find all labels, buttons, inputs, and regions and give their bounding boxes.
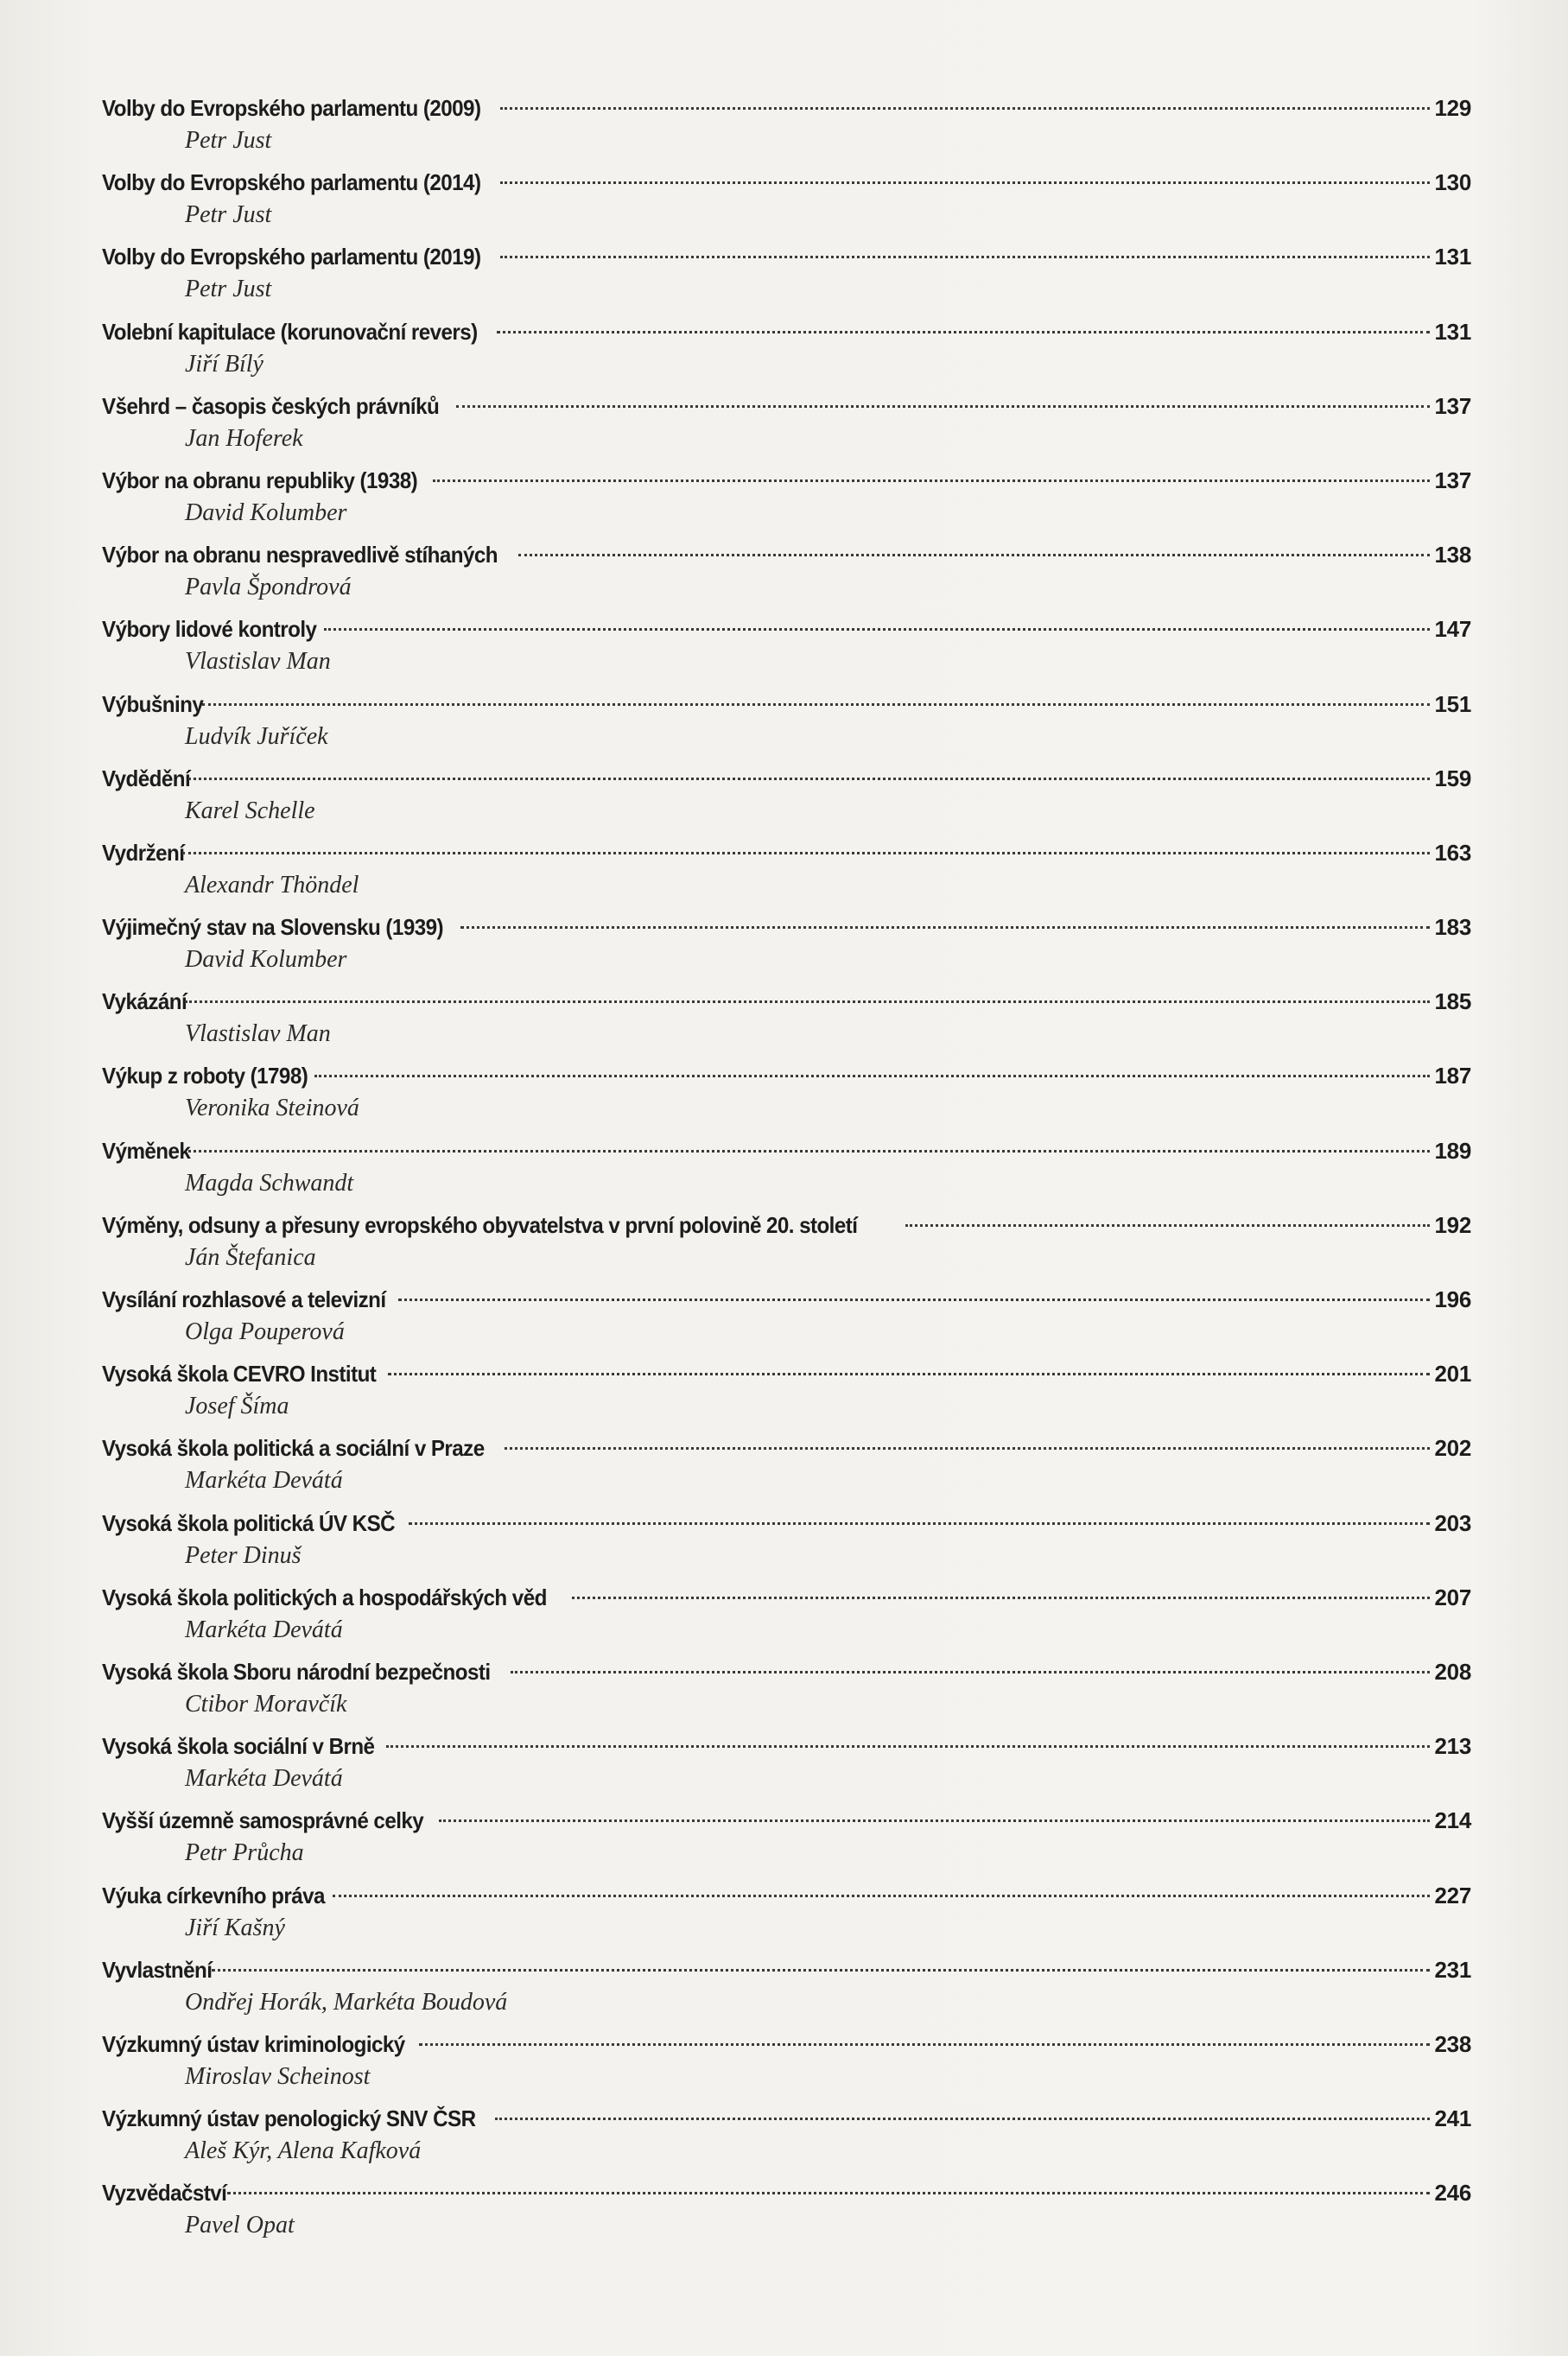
toc-entry-line — [102, 1877, 1471, 1914]
toc-entry-page-number: 138 — [1434, 542, 1471, 568]
toc-entry-line — [102, 1654, 1471, 1690]
dot-leader — [495, 2118, 1429, 2120]
toc-entry-author: Petr Just — [185, 127, 272, 154]
toc-entry — [102, 760, 1471, 835]
toc-entry-title: Výbušniny — [102, 690, 204, 717]
dot-leader — [188, 778, 1430, 780]
toc-entry-line — [102, 1281, 1471, 1318]
toc-entry-title: Výzkumný ústav kriminologický — [102, 2030, 405, 2057]
dot-leader — [182, 852, 1430, 854]
toc-entry-author: Ondřej Horák, Markéta Boudová — [185, 1988, 508, 2016]
toc-entry-page-number: 131 — [1434, 244, 1471, 270]
toc-entry-author: Peter Dinuš — [185, 1541, 302, 1569]
toc-entry-line — [102, 1505, 1471, 1541]
toc-entry-page-number: 207 — [1434, 1584, 1471, 1610]
toc-entry-line — [102, 90, 1471, 126]
toc-entry-line — [102, 1802, 1471, 1838]
toc-entry-author: Olga Pouperová — [185, 1318, 345, 1345]
toc-entry — [102, 537, 1471, 611]
toc-entry-page-number: 202 — [1434, 1435, 1471, 1462]
toc-entry-page-number: 201 — [1434, 1361, 1471, 1388]
toc-entry-line — [102, 2175, 1471, 2211]
toc-entry-author: Markéta Devátá — [185, 1765, 343, 1793]
dot-leader — [433, 479, 1430, 482]
toc-entry — [102, 1356, 1471, 1430]
dot-leader — [386, 1745, 1429, 1748]
dot-leader — [324, 628, 1429, 631]
toc-entry — [102, 1057, 1471, 1132]
toc-entry-title: Volební kapitulace (korunovační revers) — [102, 318, 478, 345]
toc-entry-line — [102, 983, 1471, 1019]
toc-entry-author: Markéta Devátá — [185, 1467, 343, 1495]
toc-entry — [102, 90, 1471, 164]
toc-entry-author: Ctibor Moravčík — [185, 1690, 347, 1718]
toc-entry-line — [102, 2100, 1471, 2137]
toc-entry-title: Výzkumný ústav penologický SNV ČSR — [102, 2105, 476, 2132]
toc-entry-page-number: 159 — [1434, 765, 1471, 791]
toc-entry-page-number: 196 — [1434, 1286, 1471, 1312]
dot-leader — [500, 256, 1429, 258]
dot-leader — [202, 703, 1429, 706]
toc-entry — [102, 983, 1471, 1057]
toc-entry — [102, 1281, 1471, 1356]
toc-entry-author: Alexandr Thöndel — [185, 871, 359, 899]
toc-entry-page-number: 187 — [1434, 1063, 1471, 1089]
dot-leader — [497, 331, 1429, 333]
toc-entry-page-number: 185 — [1434, 988, 1471, 1015]
toc-entry-title: Volby do Evropského parlamentu (2014) — [102, 169, 481, 196]
dot-leader — [439, 1819, 1429, 1822]
toc-entry-page-number: 203 — [1434, 1509, 1471, 1536]
toc-entry-page-number: 214 — [1434, 1807, 1471, 1834]
toc-entry-author: Jiří Kašný — [185, 1914, 285, 1941]
dot-leader — [419, 2043, 1429, 2046]
toc-entry — [102, 1952, 1471, 2026]
toc-entry-line — [102, 2026, 1471, 2062]
toc-entry — [102, 314, 1471, 388]
toc-entry-line — [102, 835, 1471, 871]
toc-entry-author: Petr Just — [185, 276, 272, 303]
dot-leader — [505, 1447, 1430, 1450]
dot-leader — [905, 1224, 1429, 1227]
dot-leader — [460, 926, 1430, 929]
toc-entry-author: Veronika Steinová — [185, 1095, 359, 1122]
toc-entry-author: Jiří Bílý — [185, 350, 263, 378]
toc-entry — [102, 1133, 1471, 1207]
toc-entry-page-number: 189 — [1434, 1137, 1471, 1164]
dot-leader — [185, 1000, 1430, 1003]
dot-leader — [188, 1150, 1430, 1153]
toc-entry-line — [102, 388, 1471, 424]
toc-entry-page-number: 227 — [1434, 1882, 1471, 1908]
toc-entry-title: Vysoká škola politická ÚV KSČ — [102, 1509, 396, 1536]
toc-entry — [102, 388, 1471, 462]
dot-leader — [212, 1969, 1430, 1972]
toc-entry-page-number: 238 — [1434, 2030, 1471, 2057]
toc-entry — [102, 2026, 1471, 2100]
toc-entry-author: Pavla Špondrová — [185, 574, 352, 601]
toc-entry-line — [102, 1133, 1471, 1169]
toc-entry-page-number: 192 — [1434, 1211, 1471, 1238]
toc-entry-title: Výměnek — [102, 1137, 191, 1164]
dot-leader — [409, 1522, 1430, 1525]
dot-leader — [518, 554, 1429, 556]
toc-entry-title: Výbor na obranu republiky (1938) — [102, 467, 418, 493]
toc-entry-page-number: 231 — [1434, 1956, 1471, 1983]
toc-entry-page-number: 241 — [1434, 2105, 1471, 2132]
toc-entry-author: Ján Štefanica — [185, 1243, 316, 1271]
toc-entry-author: Jan Hoferek — [185, 424, 303, 452]
toc-entry-line — [102, 1728, 1471, 1764]
toc-entry-author: David Kolumber — [185, 499, 347, 526]
table-of-contents — [102, 90, 1471, 2249]
toc-entry-line — [102, 1952, 1471, 1988]
toc-entry-line — [102, 537, 1471, 573]
dot-leader — [227, 2192, 1429, 2194]
toc-entry-page-number: 137 — [1434, 467, 1471, 493]
toc-entry — [102, 1802, 1471, 1877]
toc-entry-page-number: 151 — [1434, 690, 1471, 717]
toc-entry — [102, 238, 1471, 313]
toc-entry-author: Karel Schelle — [185, 797, 315, 824]
toc-entry — [102, 909, 1471, 983]
toc-entry — [102, 1877, 1471, 1952]
toc-entry-title: Výuka církevního práva — [102, 1882, 325, 1908]
toc-entry-page-number: 163 — [1434, 839, 1471, 866]
dot-leader — [333, 1895, 1429, 1897]
toc-entry-line — [102, 1207, 1471, 1243]
toc-entry-title: Vykázání — [102, 988, 187, 1015]
toc-entry-author: Miroslav Scheinost — [185, 2062, 371, 2090]
toc-entry-title: Vydědění — [102, 765, 191, 791]
toc-entry-page-number: 131 — [1434, 318, 1471, 345]
toc-entry — [102, 1579, 1471, 1654]
toc-entry-author: Vlastislav Man — [185, 1020, 331, 1048]
toc-entry — [102, 2100, 1471, 2175]
toc-entry-author: Petr Průcha — [185, 1839, 304, 1867]
toc-entry-line — [102, 462, 1471, 499]
toc-entry — [102, 1505, 1471, 1579]
toc-entry-line — [102, 909, 1471, 945]
toc-entry-title: Výbory lidové kontroly — [102, 616, 317, 643]
toc-entry-title: Vysoká škola Sboru národní bezpečnosti — [102, 1658, 491, 1685]
toc-entry-line — [102, 1057, 1471, 1094]
toc-entry-page-number: 129 — [1434, 95, 1471, 121]
toc-entry — [102, 2175, 1471, 2249]
toc-entry-title: Všehrd – časopis českých právníků — [102, 392, 440, 419]
toc-entry-title: Výkup z roboty (1798) — [102, 1063, 308, 1089]
toc-entry-title: Volby do Evropského parlamentu (2019) — [102, 244, 481, 270]
dot-leader — [500, 181, 1429, 184]
toc-entry-line — [102, 164, 1471, 200]
toc-entry-title: Výměny, odsuny a přesuny evropského obyvatelstva v první polovině 20. století — [102, 1211, 858, 1238]
toc-entry-page-number: 137 — [1434, 392, 1471, 419]
toc-entry-author: Magda Schwandt — [185, 1169, 354, 1197]
toc-entry-line — [102, 1430, 1471, 1466]
toc-entry — [102, 611, 1471, 685]
toc-entry-page-number: 246 — [1434, 2180, 1471, 2207]
dot-leader — [511, 1671, 1429, 1673]
toc-entry — [102, 164, 1471, 238]
toc-entry-author: Petr Just — [185, 201, 272, 229]
dot-leader — [314, 1075, 1429, 1077]
toc-entry-title: Vysoká škola politických a hospodářských věd — [102, 1584, 547, 1610]
dot-leader — [456, 405, 1430, 408]
toc-entry-title: Vysílání rozhlasové a televizní — [102, 1286, 386, 1312]
toc-entry — [102, 835, 1471, 909]
toc-entry-title: Vysoká škola sociální v Brně — [102, 1733, 375, 1760]
toc-entry-line — [102, 1356, 1471, 1392]
toc-entry-author: Ludvík Juříček — [185, 722, 328, 750]
toc-entry — [102, 1430, 1471, 1504]
toc-entry-title: Výjimečný stav na Slovensku (1939) — [102, 914, 443, 941]
toc-entry — [102, 686, 1471, 760]
toc-entry-author: Pavel Opat — [185, 2212, 295, 2239]
toc-entry-line — [102, 314, 1471, 350]
toc-entry-title: Volby do Evropského parlamentu (2009) — [102, 95, 481, 121]
toc-entry-title: Vydržení — [102, 839, 185, 866]
toc-entry-line — [102, 1579, 1471, 1616]
toc-entry-line — [102, 760, 1471, 797]
toc-entry — [102, 1207, 1471, 1281]
toc-entry-page-number: 183 — [1434, 914, 1471, 941]
dot-leader — [388, 1373, 1429, 1375]
toc-entry-page-number: 130 — [1434, 169, 1471, 196]
dot-leader — [572, 1597, 1430, 1599]
toc-entry-line — [102, 686, 1471, 722]
dot-leader — [398, 1299, 1429, 1301]
toc-entry — [102, 1728, 1471, 1802]
toc-entry-title: Výbor na obranu nespravedlivě stíhaných — [102, 542, 498, 568]
toc-entry — [102, 462, 1471, 537]
toc-entry-title: Vysoká škola CEVRO Institut — [102, 1361, 377, 1388]
toc-entry-author: Vlastislav Man — [185, 648, 331, 676]
toc-entry-title: Vysoká škola politická a sociální v Praze — [102, 1435, 485, 1462]
toc-entry-title: Vyšší územně samosprávné celky — [102, 1807, 424, 1834]
toc-entry-author: Aleš Kýr, Alena Kafková — [185, 2137, 422, 2165]
toc-entry — [102, 1654, 1471, 1728]
toc-entry-page-number: 208 — [1434, 1658, 1471, 1685]
toc-entry-page-number: 213 — [1434, 1733, 1471, 1760]
toc-entry-line — [102, 238, 1471, 275]
toc-entry-author: Josef Šíma — [185, 1393, 289, 1420]
toc-entry-author: Markéta Devátá — [185, 1616, 343, 1643]
toc-entry-page-number: 147 — [1434, 616, 1471, 643]
toc-entry-author: David Kolumber — [185, 946, 347, 974]
toc-entry-title: Vyvlastnění — [102, 1956, 213, 1983]
dot-leader — [500, 107, 1429, 110]
toc-entry-line — [102, 611, 1471, 647]
toc-entry-title: Vyzvědačství — [102, 2180, 227, 2207]
